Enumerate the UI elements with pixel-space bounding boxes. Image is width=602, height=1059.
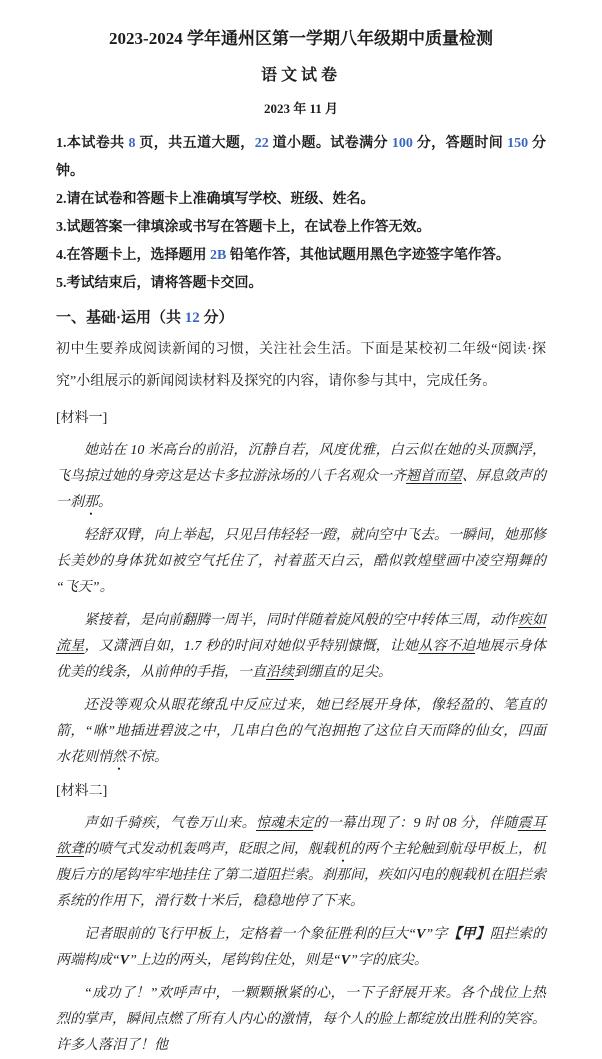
material-1-label: [材料一] [56,411,108,427]
material-1-paragraph-3: 紧接着，是向前翻腾一周半，同时伴随着旋风般的空中转体三周，动作疾如流星，又潇洒自如，1.7 秒的时间对她似乎特别慷慨，让她从容不迫地展示身体优美的线条，从前伸的手指，一直沿续到绷直的足尖。 [56,613,547,681]
instruction-item-5: 5.考试结束后，请将答题卡交回。 [56,276,263,292]
material-2-paragraph-3: “成功了！”欢呼声中，一颗颗揪紧的心，一下子舒展开来。各个战位上热烈的掌声，瞬间点燃了所有人内心的激情，每个人的脸上都绽放出胜利的笑容。许多人落泪了！他 [56,986,546,1054]
material-2-paragraph-1: 声如千骑疾，气卷万山来。惊魂未定的一幕出现了：9 时 08 分，伴随震耳欲聋的喷气式发动机轰鸣声，眨眼之间，舰载机的两个主轮触到航母甲板上，机腹后方的尾钩牢牢地挂住了第二道阻拦索。刹那间，疾如闪电的舰载机在阻拦索系统的作用下，滑行数十米后，稳稳地停了下来。 [56,816,546,910]
material-2 [56,780,546,1059]
instruction-item-2: 2.请在试卷和答题卡上准确填写学校、班级、姓名。 [56,192,375,208]
material-1 [56,407,546,771]
material-2-paragraph-2: 记者眼前的飞行甲板上，定格着一个象征胜利的巨大“V”字【甲】阻拦索的两端构成“V”上边的两头，尾钩钩住处，则是“V”字的底尖。 [56,927,546,969]
exam-instructions [56,130,546,298]
material-1-paragraph-2: 轻舒双臂，向上举起，只见吕伟轻轻一蹬，就向空中飞去。一瞬间，她那修长美妙的身体犹如被空气托住了，衬着蓝天白云，酷似敦煌壁画中凌空翔舞的“飞天”。 [56,528,546,596]
instruction-item-1: 1.本试卷共 8 页，共五道大题，22 道小题。试卷满分 100 分，答题时间 150 分钟。 [56,136,547,180]
doc-date: 2023 年 11 月 [263,101,339,117]
section-heading: 一、基础·运用（共 12 分） [56,310,234,327]
doc-subtitle: 语文试卷 [260,67,341,85]
doc-title: 2023-2024 学年通州区第一学期八年级期中质量检测 [109,29,493,48]
material-1-paragraph-1: 她站在 10 米高台的前沿，沉静自若，风度优雅，白云似在她的头顶飘浮，飞鸟掠过她的身旁这是达卡多拉游泳场的八千名观众一齐翘首而望、屏息敛声的一刹那。 [56,443,546,511]
instruction-item-3: 3.试题答案一律填涂或书写在答题卡上，在试卷上作答无效。 [56,220,431,236]
material-2-label: [材料二] [56,784,108,800]
section-intro-paragraph: 初中生要养成阅读新闻的习惯，关注社会生活。下面是某校初二年级“阅读·探究”小组展示的新闻阅读材料及探究的内容，请你参与其中，完成任务。 [56,342,546,390]
material-1-paragraph-4: 还没等观众从眼花缭乱中反应过来，她已经展开身体，像轻盈的、笔直的箭，“咻”地插进碧波之中，几串白色的气泡拥抱了这位自天而降的仙女，四面水花则悄然不惊。 [56,698,546,766]
instruction-item-4: 4.在答题卡上，选择题用 2B 铅笔作答，其他试题用黑色字迹签字笔作答。 [56,248,510,264]
